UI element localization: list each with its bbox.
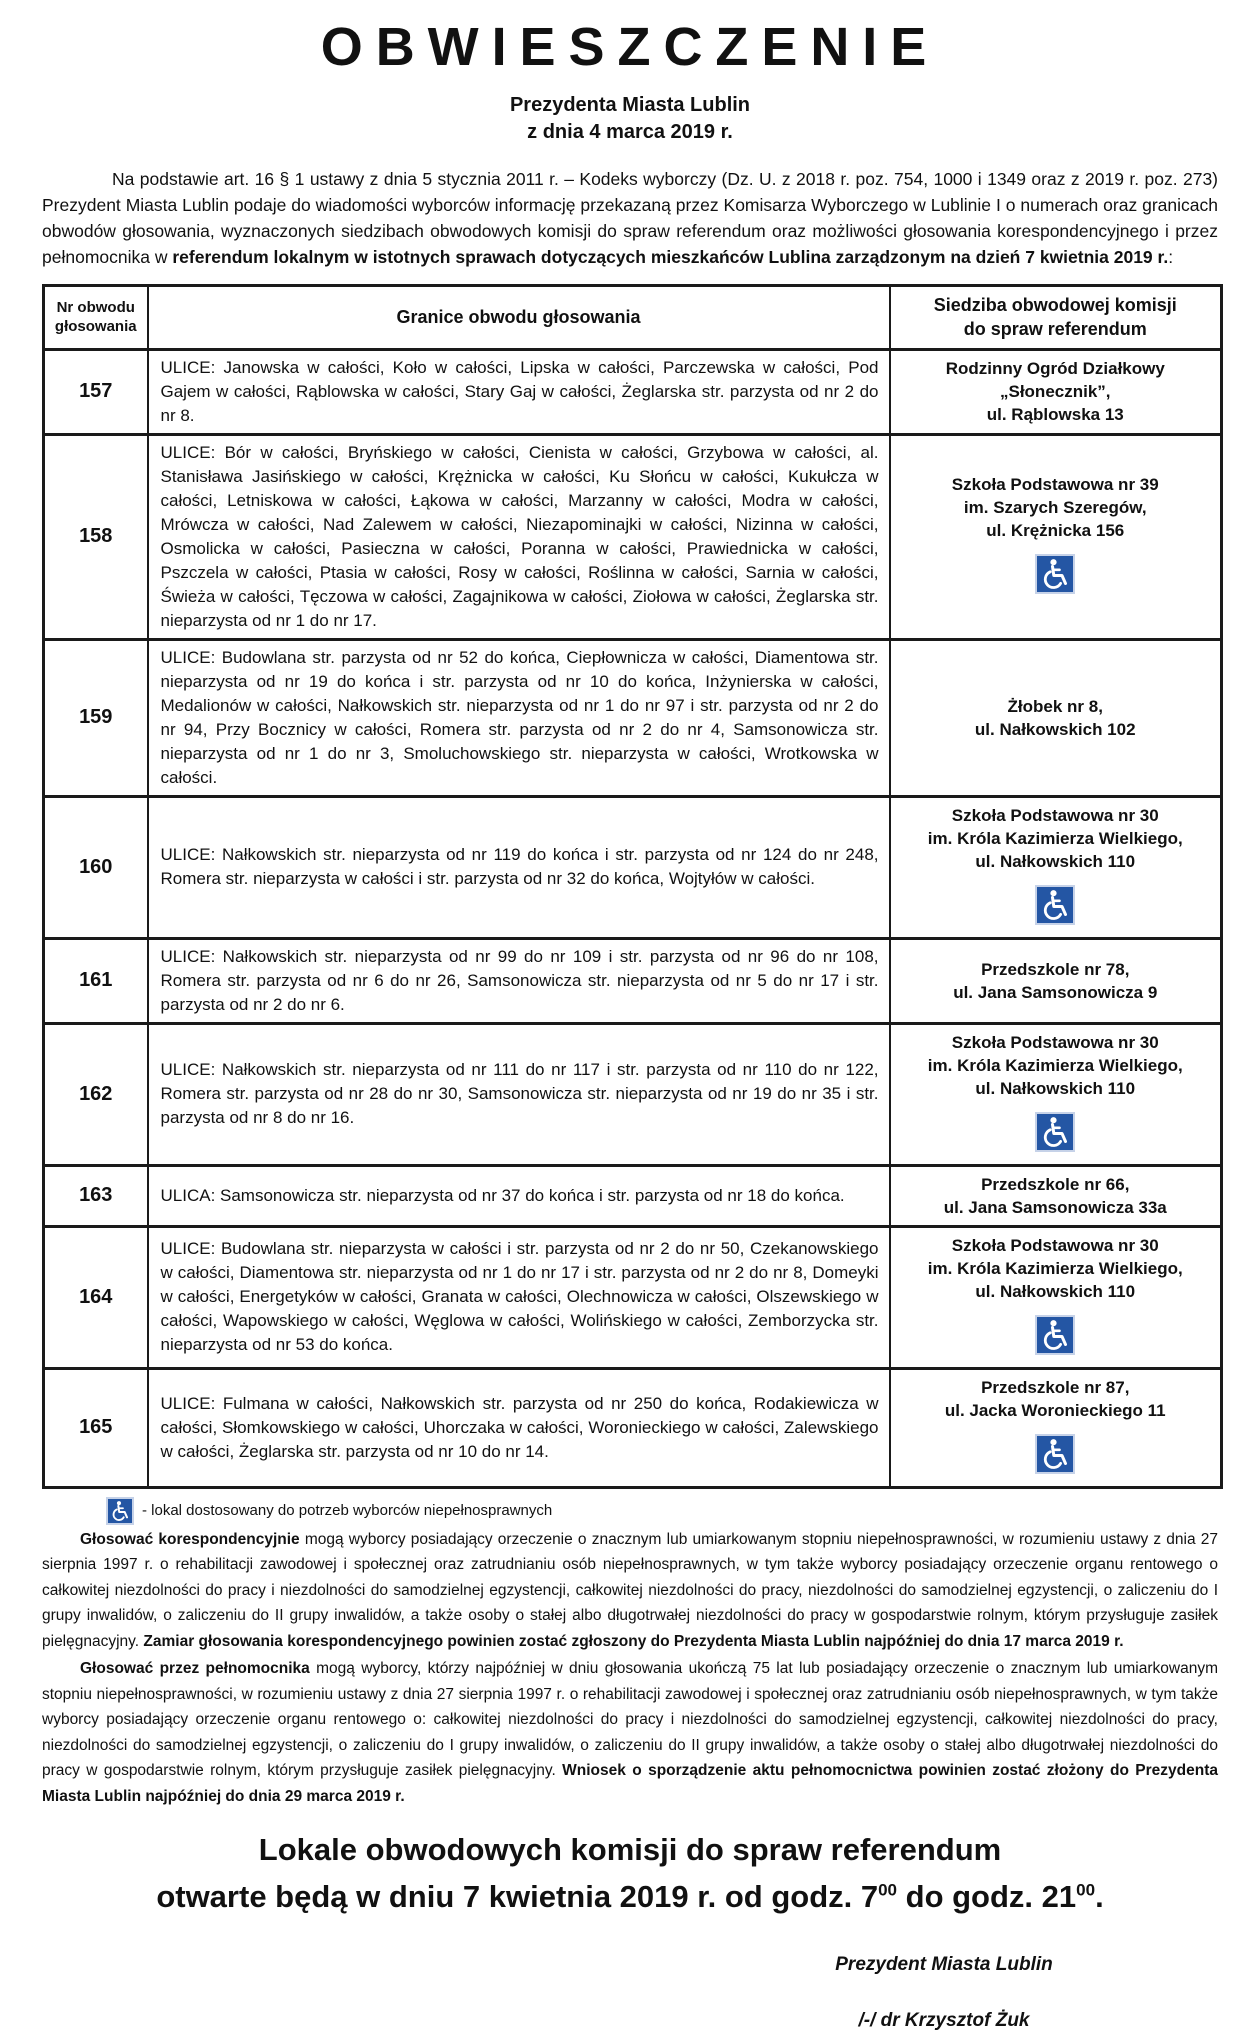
- district-number: 157: [44, 349, 148, 434]
- commission-address-line: ul. Nałkowskich 110: [975, 851, 1136, 871]
- district-boundaries: ULICE: Janowska w całości, Koło w całości, Lipska w całości, Parczewska w całości, Pod Gajem w całości, Rąblowska w całości, Stary Gaj w całości, Żeglarska str. parzysta od nr 2 do nr 8.: [148, 349, 890, 434]
- signature-role: Prezydent Miasta Lublin: [835, 1954, 1053, 1976]
- commission-address-line: Szkoła Podstawowa nr 30: [951, 805, 1159, 825]
- paragraph-lead: Głosować przez pełnomocnika: [80, 1660, 310, 1678]
- closing-line1: Lokale obwodowych komisji do spraw referendum: [258, 1832, 1002, 1868]
- table-row: [44, 434, 1222, 639]
- commission-address-line: im. Szarych Szeregów,: [963, 498, 1147, 518]
- district-number: 158: [44, 434, 148, 639]
- commission-address-line: Przedszkole nr 87,: [981, 1377, 1130, 1397]
- district-boundaries: ULICE: Nałkowskich str. nieparzysta od nr 111 do nr 117 i str. parzysta od nr 110 do nr 122, Romera str. parzysta od nr 28 do nr 30, Samsonowicza str. nieparzysta od nr 19 do nr 35 i str. parzysta od nr 8 do nr 16.: [148, 1023, 890, 1165]
- paragraph-lead: Głosować korespondencyjnie: [80, 1530, 300, 1548]
- commission-address-line: im. Króla Kazimierza Wielkiego,: [927, 1055, 1183, 1075]
- district-boundaries: ULICE: Bór w całości, Bryńskiego w całości, Cienista w całości, Grzybowa w całości, al. Stanisława Jasińskiego w całości, Krężnicka w całości, Ku Słońcu w całości, Kukułcza w całości, Letniskowa w całości, Łąkowa w całości, Marzanny w całości, Modra w całości, Mrówcza w całości, Nad Zalewem w całości, Niezapominajki w całości, Nizinna w całości, Osmolicka w całości, Pasieczna w całości, Poranna w całości, Prawiednicka w całości, Pszczela w całości, Ptasia w całości, Rosy w całości, Roślinna w całości, Sarnia w całości, Świeża w całości, Tęczowa w całości, Zagajnikowa w całości, Ziołowa w całości, Żeglarska str. nieparzysta od nr 1 do nr 17.: [148, 434, 890, 639]
- district-boundaries: ULICE: Nałkowskich str. nieparzysta od nr 119 do końca i str. parzysta od nr 124 do nr 248, Romera str. nieparzysta w całości i str. parzysta od nr 32 do końca, Wojtyłów w całości.: [148, 796, 890, 938]
- commission-address-line: ul. Nałkowskich 110: [975, 1281, 1136, 1301]
- header-nr-obwodu: [44, 286, 148, 350]
- commission-address-line: Przedszkole nr 66,: [981, 1174, 1130, 1194]
- commission-address-line: im. Króla Kazimierza Wielkiego,: [927, 1258, 1183, 1278]
- commission-seat: [890, 1368, 1222, 1487]
- table-row: [44, 1368, 1222, 1487]
- page-title: OBWIESZCZENIE: [320, 17, 940, 77]
- commission-address-line: ul. Jana Samsonowicza 33a: [943, 1197, 1167, 1217]
- districts-table: [42, 284, 1223, 1489]
- accessibility-legend: [106, 1497, 1218, 1525]
- intro-text: Na podstawie art. 16 § 1 ustawy z dnia 5 stycznia 2011 r. – Kodeks wyborczy (Dz. U. z 2018 r. poz. 754, 1000 i 1349 oraz z 2019 r. poz. 273) Prezydent Miasta Lublin podaje do wiadomości wyborców informację przekazaną przez Komisarza Wyborczego w Lublinie I o numerach oraz granicach obwodów głosowania, wyznaczonych siedzibach obwodowych komisji do spraw referendum oraz możliwości głosowania korespondencyjnego i przez pełnomocnika w: [42, 169, 1218, 267]
- legend-text: - lokal dostosowany do potrzeb wyborców niepełnosprawnych: [142, 1502, 553, 1520]
- commission-address: [895, 695, 1217, 741]
- closing-statement: [42, 1827, 1218, 1920]
- district-number: 161: [44, 938, 148, 1023]
- commission-seat: [890, 434, 1222, 639]
- commission-address: [895, 473, 1217, 542]
- header-siedziba-line1: Siedziba obwodowej komisji: [933, 295, 1177, 315]
- closing-hours-sup2: 00: [1076, 1880, 1096, 1900]
- commission-address-line: „Słonecznik”,: [999, 382, 1111, 402]
- commission-seat: [890, 1023, 1222, 1165]
- commission-seat: [890, 938, 1222, 1023]
- commission-address: [895, 1173, 1217, 1219]
- table-row: [44, 349, 1222, 434]
- signature-name: /-/ dr Krzysztof Żuk: [858, 2010, 1030, 2032]
- wheelchair-icon: [1035, 885, 1075, 925]
- commission-address: [895, 357, 1217, 426]
- header-nr-line1: Nr obwodu: [56, 298, 135, 316]
- commission-seat: [890, 796, 1222, 938]
- closing-hours-text: otwarte będą w dniu 7 kwietnia 2019 r. od godz. 7: [156, 1878, 879, 1914]
- commission-address: [895, 958, 1217, 1004]
- wheelchair-icon: [1035, 1434, 1075, 1474]
- closing-hours-tail: .: [1095, 1878, 1104, 1914]
- paragraph-body: mogą wyborcy posiadający orzeczenie o znacznym lub umiarkowanym stopniu niepełnosprawności, w rozumieniu ustawy z dnia 27 sierpnia 1997 r. o rehabilitacji zawodowej i społecznej oraz zatrudnianiu osób niepełnosprawnych, w tym także wyborcy posiadający orzeczenie organu rentowego o całkowitej niezdolności do pracy i niezdolności do samodzielnej egzystencji, całkowitej niezdolności do pracy, niezdolności do samodzielnej egzystencji, o zaliczeniu do I grupy inwalidów, o zaliczeniu do II grupy inwalidów, a także osoby o stałej albo długotrwałej niezdolności do pracy w gospodarstwie rolnym, którym przysługuje zasiłek pielęgnacyjny.: [42, 1530, 1218, 1650]
- wheelchair-icon: [1035, 1315, 1075, 1355]
- district-number: 160: [44, 796, 148, 938]
- commission-seat: [890, 349, 1222, 434]
- commission-address: [895, 804, 1217, 873]
- table-row: [44, 1226, 1222, 1368]
- district-number: 163: [44, 1165, 148, 1226]
- commission-address-line: Szkoła Podstawowa nr 30: [951, 1235, 1159, 1255]
- subtitle-issuer: Prezydenta Miasta Lublin: [509, 94, 751, 116]
- closing-hours-sup1: 00: [878, 1880, 898, 1900]
- paragraph-body: mogą wyborcy, którzy najpóźniej w dniu głosowania ukończą 75 lat lub posiadający orzeczenie o znacznym lub umiarkowanym stopniu niepełnosprawności, w rozumieniu ustawy z dnia 27 sierpnia 1997 r. o rehabilitacji zawodowej i społecznej oraz zatrudnianiu osób niepełnosprawnych, w tym także wyborcy posiadający orzeczenie organu rentowego o: całkowitej niezdolności do pracy i niezdolności do samodzielnej egzystencji, całkowitej niezdolności do pracy, niezdolności do samodzielnej egzystencji, o zaliczeniu do I grupy inwalidów, o zaliczeniu do II grupy inwalidów, a także osoby o stałej albo długotrwałej niezdolności do pracy w gospodarstwie rolnym, którym przysługuje zasiłek pielęgnacyjny.: [42, 1660, 1218, 1780]
- table-row: [44, 796, 1222, 938]
- commission-address-line: ul. Nałkowskich 102: [974, 719, 1136, 739]
- wheelchair-icon: [106, 1497, 134, 1525]
- commission-address-line: ul. Jana Samsonowicza 9: [953, 982, 1158, 1002]
- table-body: [44, 349, 1222, 1487]
- district-boundaries: ULICE: Budowlana str. nieparzysta w całości i str. parzysta od nr 2 do nr 50, Czekanowskiego w całości, Diamentowa str. nieparzysta od nr 1 do nr 17 i str. parzysta od nr 2 do nr 8, Domeyki w całości, Energetyków w całości, Granata w całości, Olechnowicza w całości, Olszewskiego w całości, Wapowskiego w całości, Węglowa w całości, Wolińskiego w całości, Zemborzycka str. nieparzysta od nr 53 do końca.: [148, 1226, 890, 1368]
- wheelchair-icon: [1035, 554, 1075, 594]
- commission-seat: [890, 639, 1222, 796]
- table-header-row: [44, 286, 1222, 350]
- intro-paragraph: [42, 166, 1218, 270]
- table-row: [44, 1023, 1222, 1165]
- paragraph-tail: Wniosek o sporządzenie aktu pełnomocnictwa powinien zostać złożony do Prezydenta Miasta Lublin najpóźniej do dnia 29 marca 2019 r.: [42, 1762, 1218, 1805]
- correspondence-voting-paragraph: [42, 1527, 1218, 1655]
- commission-address-line: Rodzinny Ogród Działkowy: [945, 359, 1165, 379]
- commission-address-line: ul. Rąblowska 13: [986, 405, 1124, 425]
- commission-address-line: ul. Nałkowskich 110: [975, 1078, 1136, 1098]
- subtitle-date: z dnia 4 marca 2019 r.: [527, 121, 733, 143]
- header-siedziba: [890, 286, 1222, 350]
- table-row: [44, 639, 1222, 796]
- commission-address-line: Szkoła Podstawowa nr 30: [951, 1032, 1159, 1052]
- district-number: 159: [44, 639, 148, 796]
- intro-text-bold: referendum lokalnym w istotnych sprawach dotyczących mieszkańców Lublina zarządzonym na dzień 7 kwietnia 2019 r.: [172, 247, 1169, 267]
- district-boundaries: ULICE: Fulmana w całości, Nałkowskich str. parzysta od nr 250 do końca, Rodakiewicza w całości, Słomkowskiego w całości, Uhorczaka w całości, Woronieckiego w całości, Zalewskiego w całości, Żeglarska str. parzysta od nr 10 do nr 14.: [148, 1368, 890, 1487]
- header-nr-line2: głosowania: [54, 318, 137, 336]
- district-number: 165: [44, 1368, 148, 1487]
- commission-address: [895, 1234, 1217, 1303]
- district-boundaries: ULICA: Samsonowicza str. nieparzysta od nr 37 do końca i str. parzysta od nr 18 do końca.: [148, 1165, 890, 1226]
- district-number: 162: [44, 1023, 148, 1165]
- district-boundaries: ULICE: Budowlana str. parzysta od nr 52 do końca, Ciepłownicza w całości, Diamentowa str. nieparzysta od nr 19 do końca i str. parzysta od nr 10 do końca, Inżynierska w całości, Medalionów w całości, Nałkowskich str. nieparzysta od nr 1 do nr 97 i str. parzysta od nr 2 do nr 94, Przy Bocznicy w całości, Romera str. parzysta od nr 2 do nr 4, Samsonowicza str. nieparzysta od nr 1 do nr 3, Smoluchowskiego str. nieparzysta w całości, Wrotkowska w całości.: [148, 639, 890, 796]
- commission-address-line: ul. Krężnicka 156: [986, 521, 1125, 541]
- district-number: 164: [44, 1226, 148, 1368]
- commission-address: [895, 1376, 1217, 1422]
- commission-address-line: Przedszkole nr 78,: [981, 959, 1130, 979]
- commission-address-line: Żłobek nr 8,: [1007, 696, 1103, 716]
- commission-address-line: ul. Jacka Woronieckiego 11: [944, 1400, 1166, 1420]
- commission-seat: [890, 1226, 1222, 1368]
- header-siedziba-line2: do spraw referendum: [963, 319, 1147, 340]
- paragraph-tail: Zamiar głosowania korespondencyjnego powinien zostać zgłoszony do Prezydenta Miasta Lublin najpóźniej do dnia 17 marca 2019 r.: [143, 1632, 1124, 1650]
- signature-block: [734, 1954, 1154, 2032]
- closing-hours-text2: do godz. 21: [897, 1878, 1077, 1914]
- table-row: [44, 1165, 1222, 1226]
- commission-address-line: im. Króla Kazimierza Wielkiego,: [927, 828, 1183, 848]
- intro-text-tail: :: [1168, 247, 1174, 267]
- commission-seat: [890, 1165, 1222, 1226]
- closing-hours: [42, 1874, 1218, 1921]
- header-granice: Granice obwodu głosowania: [148, 286, 890, 350]
- table-row: [44, 938, 1222, 1023]
- commission-address-line: Szkoła Podstawowa nr 39: [951, 475, 1159, 495]
- proxy-voting-paragraph: [42, 1656, 1218, 1809]
- commission-address: [895, 1031, 1217, 1100]
- district-boundaries: ULICE: Nałkowskich str. nieparzysta od nr 99 do nr 109 i str. parzysta od nr 96 do nr 108, Romera str. parzysta od nr 6 do nr 26, Samsonowicza str. nieparzysta od nr 5 do nr 17 i str. parzysta od nr 2 do nr 6.: [148, 938, 890, 1023]
- wheelchair-icon: [1035, 1112, 1075, 1152]
